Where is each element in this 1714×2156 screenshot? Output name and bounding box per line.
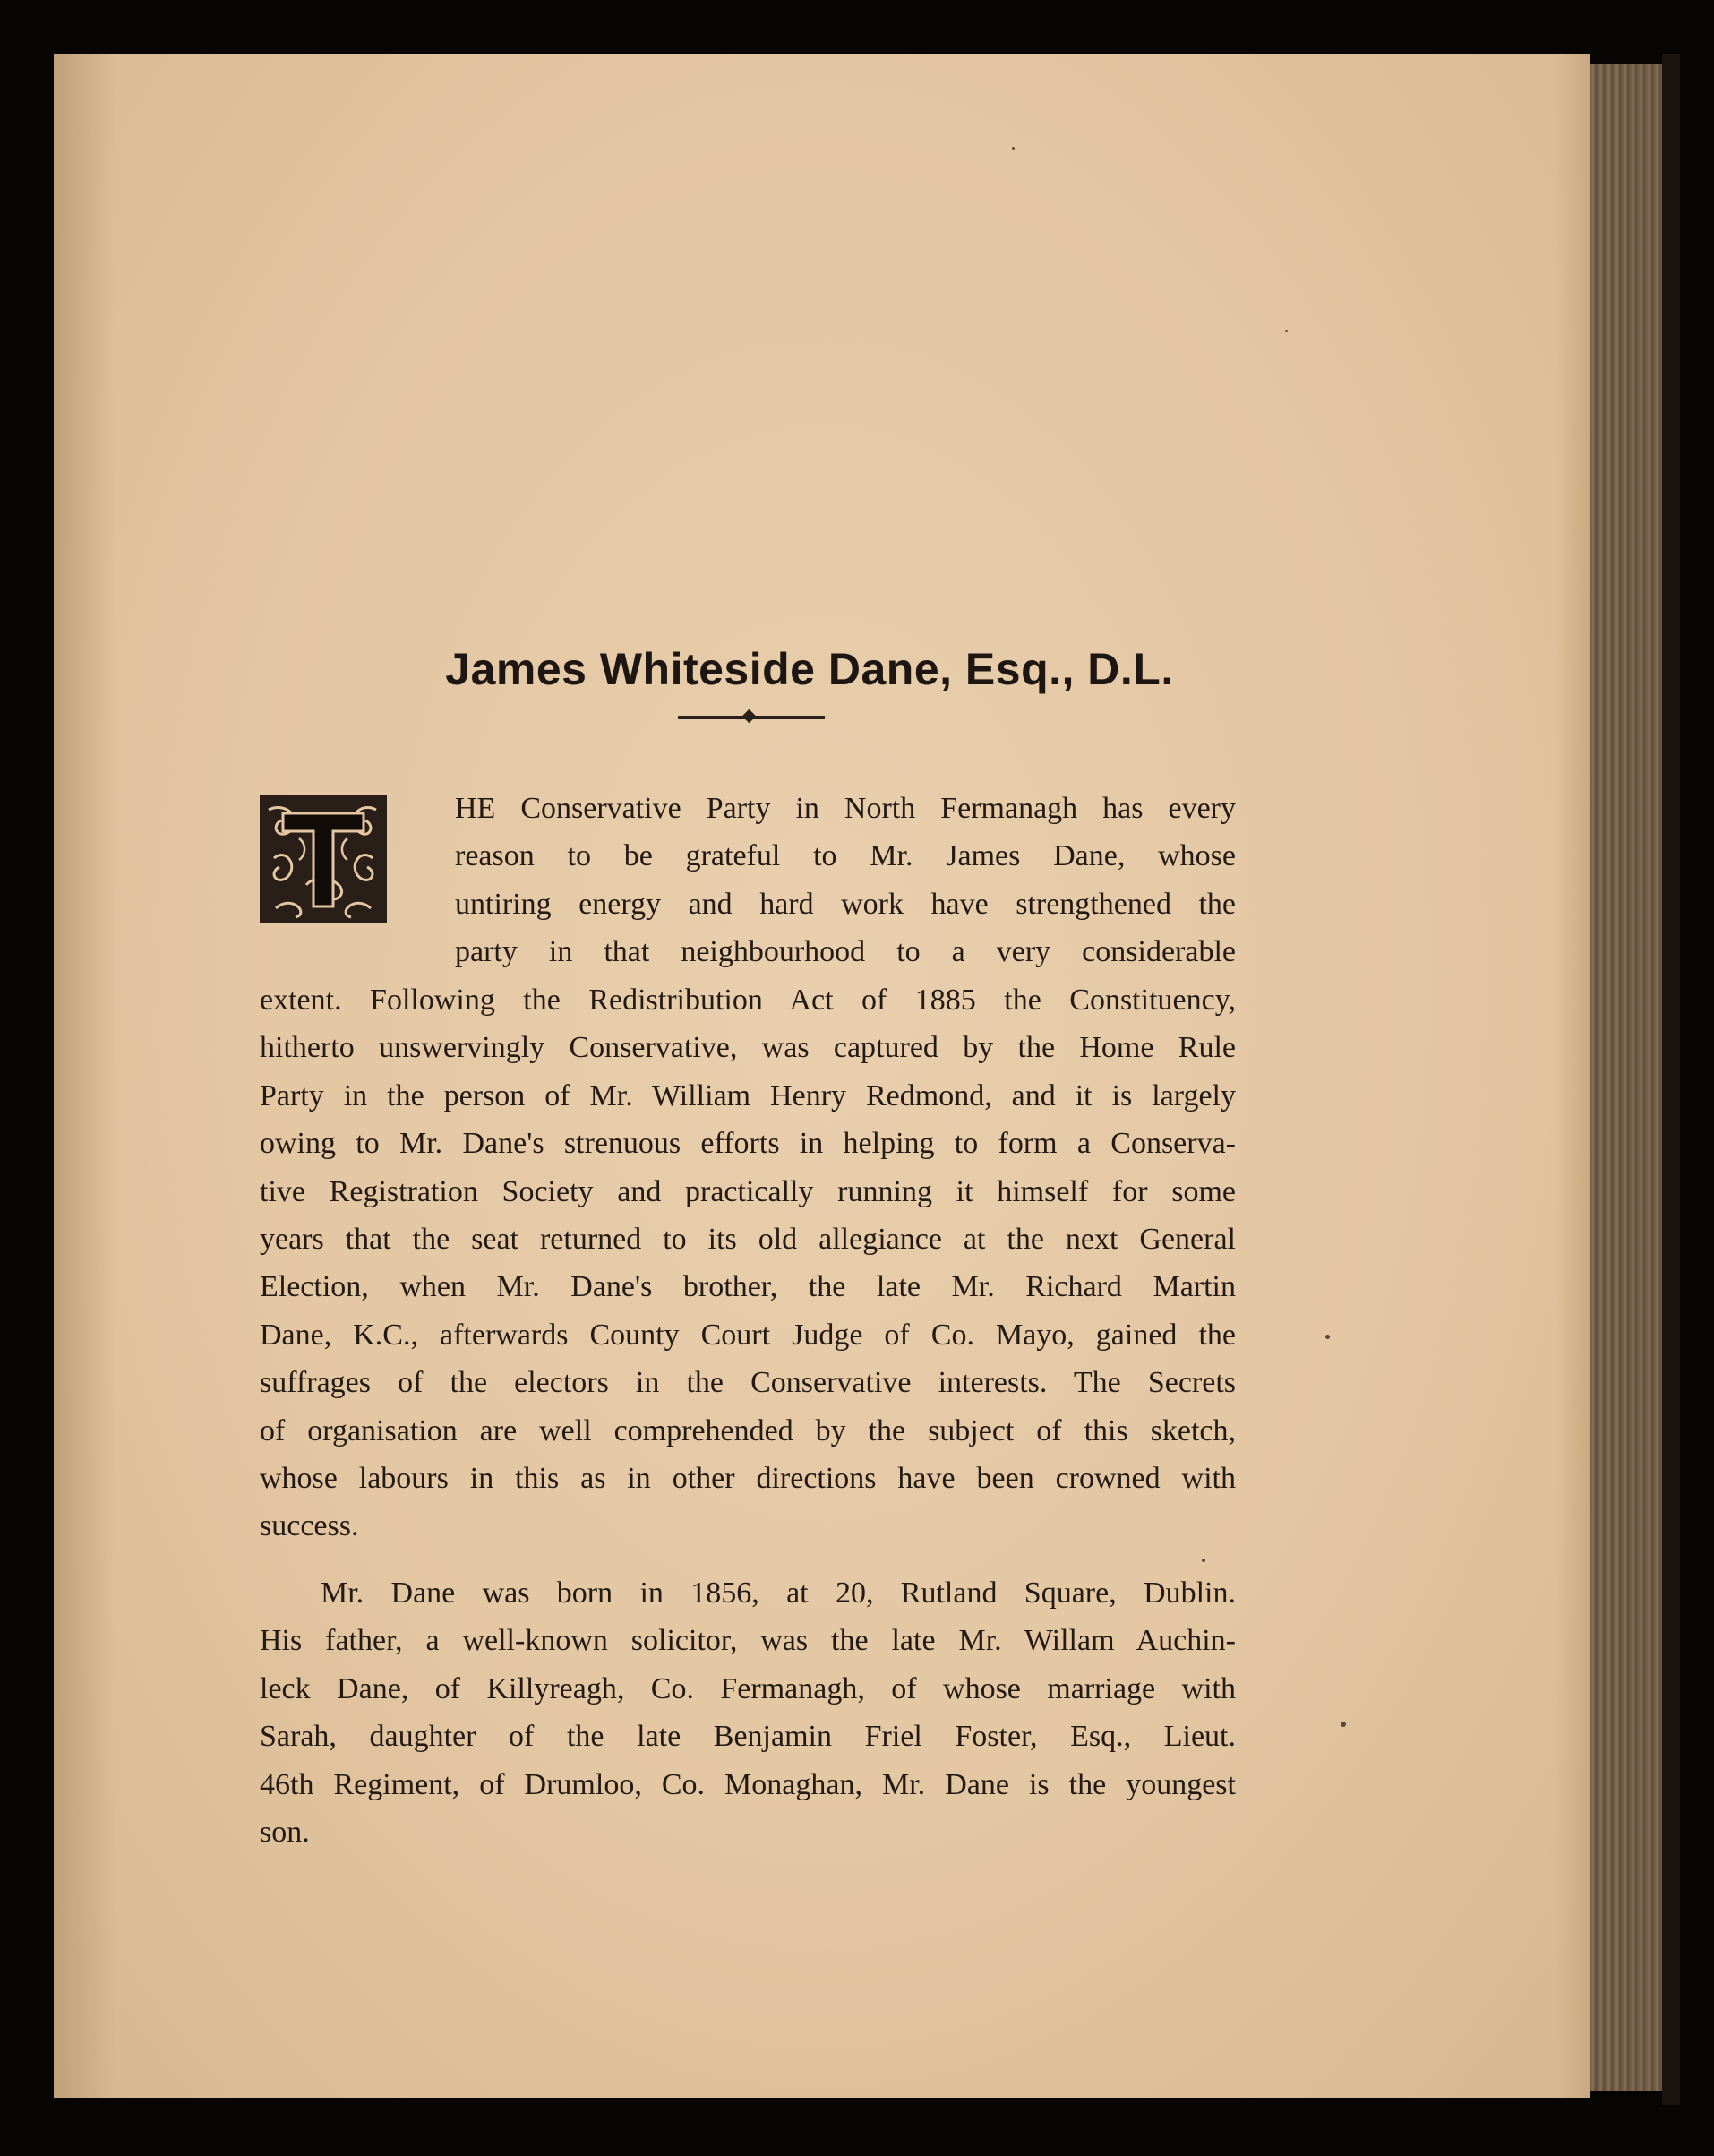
text-line: leck Dane, of Killyreagh, Co. Fermanagh, of whose marriage with — [260, 1671, 1236, 1705]
rule-ornament — [742, 709, 757, 724]
page-edge-shadow — [1662, 54, 1680, 2105]
text-line: HE Conservative Party in North Fermanagh has every — [455, 792, 1236, 825]
book-page — [54, 54, 1590, 2098]
text-line: Mr. Dane was born in 1856, at 20, Rutland Square, Dublin. — [321, 1576, 1236, 1610]
text-line: years that the seat returned to its old allegiance at the next General — [260, 1222, 1236, 1256]
text-line: party in that neighbourhood to a very considerable — [455, 935, 1236, 969]
text-line: His father, a well-known solicitor, was the late Mr. Willam Auchin- — [260, 1624, 1236, 1658]
paragraph-1-opening — [455, 785, 1236, 976]
text-line: extent. Following the Redistribution Act of 1885 the Constituency, — [260, 984, 1236, 1017]
text-line: Party in the person of Mr. William Henry Redmond, and it is largely — [260, 1078, 1236, 1112]
text-line: reason to be grateful to Mr. James Dane, whose — [455, 839, 1236, 873]
paragraph-2 — [260, 1569, 1236, 1856]
text-line: whose labours in this as in other directions have been crowned with — [260, 1461, 1236, 1495]
text-line: hitherto unswervingly Conservative, was captured by the Home Rule — [260, 1031, 1236, 1065]
page-right-shadow — [1555, 54, 1590, 2098]
dropcap-t-icon — [260, 795, 387, 923]
text-line: success. — [260, 1509, 359, 1543]
paragraph-1-body — [260, 976, 1236, 1550]
text-line: son. — [260, 1815, 310, 1849]
text-line: owing to Mr. Dane's strenuous efforts in helping to form a Conserva- — [260, 1127, 1236, 1161]
text-line: untiring energy and hard work have strengthened the — [455, 887, 1236, 921]
text-line: of organisation are well comprehended by the subject of this sketch, — [260, 1413, 1236, 1447]
text-line: Dane, K.C., afterwards County Court Judge of Co. Mayo, gained the — [260, 1318, 1236, 1352]
gutter-shadow — [54, 54, 116, 2098]
text-line: suffrages of the electors in the Conservative interests. The Secrets — [260, 1366, 1236, 1400]
text-line: tive Registration Society and practically running it himself for some — [260, 1174, 1236, 1208]
ornamental-dropcap — [260, 795, 387, 923]
page-edges — [1590, 64, 1662, 2091]
text-line: 46th Regiment, of Drumloo, Co. Monaghan, Mr. Dane is the youngest — [260, 1767, 1236, 1801]
page-title: James Whiteside Dane, Esq., D.L. — [445, 644, 1174, 694]
text-line: Sarah, daughter of the late Benjamin Friel Foster, Esq., Lieut. — [260, 1720, 1236, 1754]
text-line: Election, when Mr. Dane's brother, the late Mr. Richard Martin — [260, 1270, 1236, 1304]
